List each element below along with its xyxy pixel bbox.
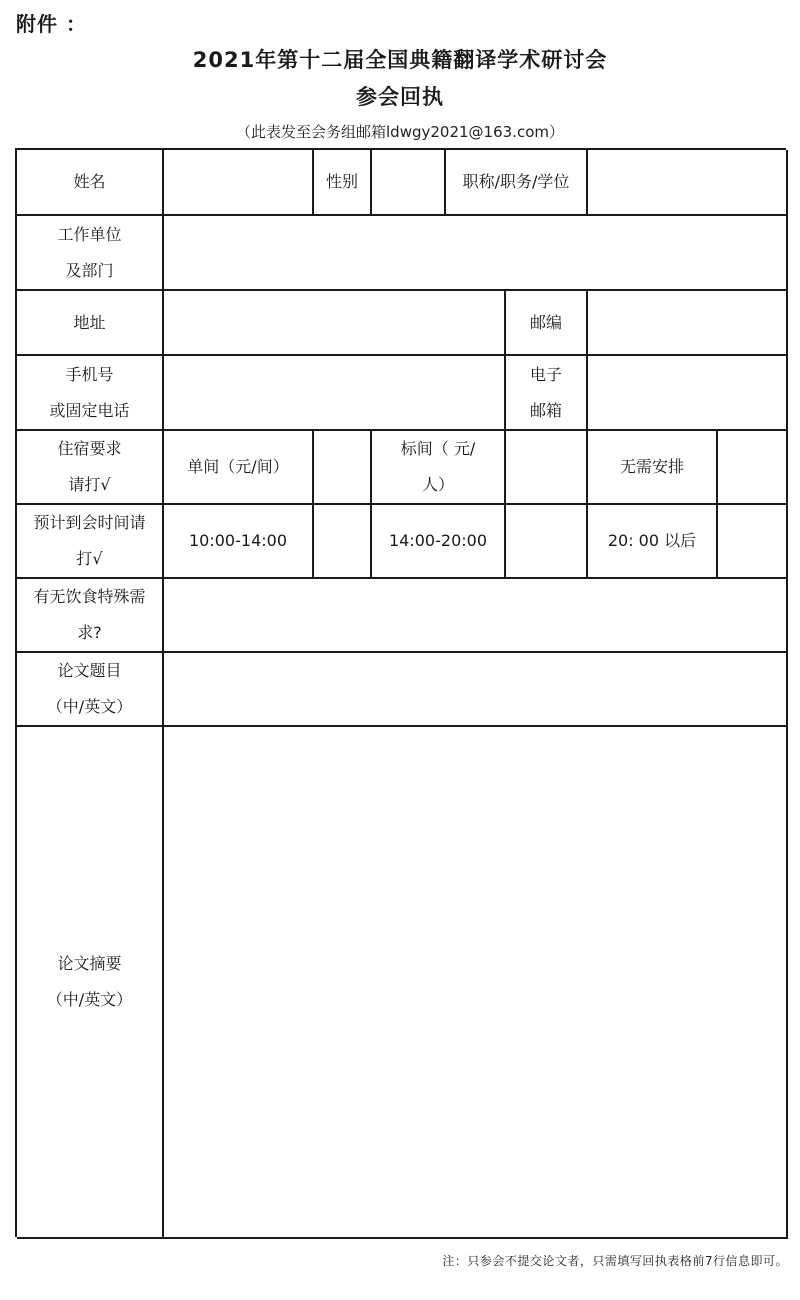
title-label: 职称/职务/学位 bbox=[446, 150, 588, 216]
single-room-label: 单间（元/间） bbox=[164, 431, 314, 505]
footnote: 注：只参会不提交论文者，只需填写回执表格前7行信息即可。 bbox=[442, 1254, 788, 1268]
arrival-time-label: 预计到会时间请 打√ bbox=[17, 505, 164, 579]
standard-room-checkbox[interactable] bbox=[506, 431, 588, 505]
time-slot-3-label: 20: 00 以后 bbox=[588, 505, 718, 579]
no-arrangement-checkbox[interactable] bbox=[718, 431, 788, 505]
abstract-label: 论文摘要 （中/英文） bbox=[17, 727, 164, 1239]
postcode-field[interactable] bbox=[588, 291, 788, 356]
no-arrangement-label: 无需安排 bbox=[588, 431, 718, 505]
gender-label: 性别 bbox=[314, 150, 372, 216]
paper-title-field[interactable] bbox=[164, 653, 788, 727]
submission-instruction: （此表发至会务组邮箱ldwgy2021@163.com） bbox=[236, 123, 564, 141]
document-subtitle: 参会回执 bbox=[356, 85, 444, 109]
phone-label: 手机号 或固定电话 bbox=[17, 356, 164, 431]
name-field[interactable] bbox=[164, 150, 314, 216]
email-field[interactable] bbox=[588, 356, 788, 431]
postcode-label: 邮编 bbox=[506, 291, 588, 356]
name-label: 姓名 bbox=[17, 150, 164, 216]
abstract-field[interactable] bbox=[164, 727, 788, 1239]
address-field[interactable] bbox=[164, 291, 506, 356]
address-label: 地址 bbox=[17, 291, 164, 356]
workplace-field[interactable] bbox=[164, 216, 788, 291]
single-room-checkbox[interactable] bbox=[314, 431, 372, 505]
diet-field[interactable] bbox=[164, 579, 788, 653]
phone-field[interactable] bbox=[164, 356, 506, 431]
time-slot-2-label: 14:00-20:00 bbox=[372, 505, 506, 579]
diet-label: 有无饮食特殊需 求? bbox=[17, 579, 164, 653]
paper-title-label: 论文题目 （中/英文） bbox=[17, 653, 164, 727]
time-slot-1-label: 10:00-14:00 bbox=[164, 505, 314, 579]
attachment-label: 附件 ： bbox=[16, 12, 87, 36]
workplace-label: 工作单位 及部门 bbox=[17, 216, 164, 291]
gender-field[interactable] bbox=[372, 150, 446, 216]
title-field[interactable] bbox=[588, 150, 788, 216]
registration-form bbox=[15, 148, 786, 1237]
lodging-label: 住宿要求 请打√ bbox=[17, 431, 164, 505]
time-slot-1-checkbox[interactable] bbox=[314, 505, 372, 579]
time-slot-2-checkbox[interactable] bbox=[506, 505, 588, 579]
time-slot-3-checkbox[interactable] bbox=[718, 505, 788, 579]
email-label: 电子 邮箱 bbox=[506, 356, 588, 431]
standard-room-label: 标间（ 元/ 人） bbox=[372, 431, 506, 505]
document-title: 2021年第十二届全国典籍翻译学术研讨会 bbox=[192, 48, 608, 72]
